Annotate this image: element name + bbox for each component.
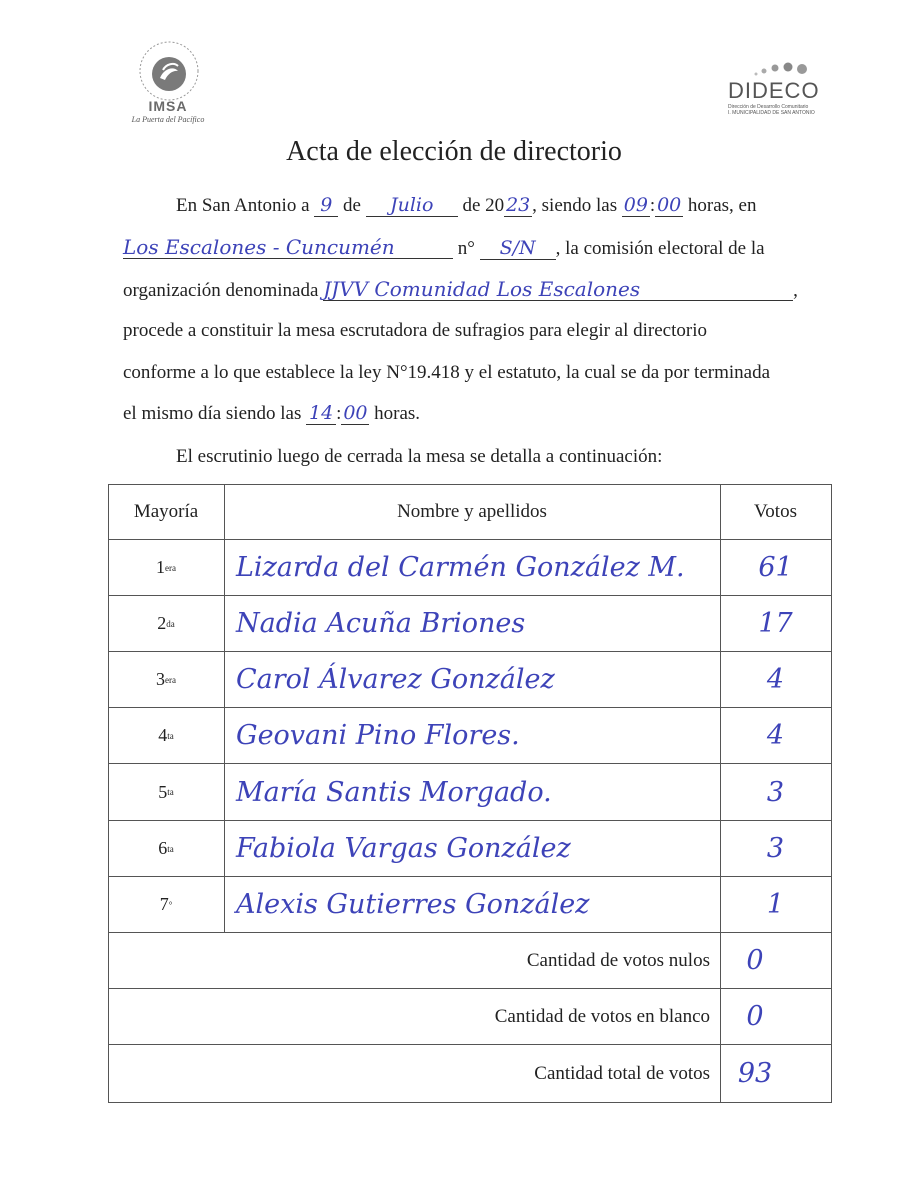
text-fragment: , la comisión electoral de la xyxy=(555,238,765,259)
month-field: Julio xyxy=(366,194,458,217)
rank-cell: 6 ta xyxy=(158,838,174,858)
text-fragment: horas, en xyxy=(687,195,757,216)
imsa-motto: La Puerta del Pacífico xyxy=(131,115,205,124)
paragraph-line-5: conforme a lo que establece la ley N°19.418 y el estatuto, la cual se da por terminada xyxy=(123,362,771,383)
end-minute-field: 00 xyxy=(343,402,368,424)
paragraph-line-4: procede a constituir la mesa escrutadora de sufragios para elegir al directorio xyxy=(123,320,707,341)
year-field: 23 xyxy=(506,194,531,216)
paragraph-line-6: el mismo día siendo las 14 : 00 horas. xyxy=(123,402,421,424)
candidate-name: María Santis Morgado. xyxy=(236,776,552,808)
candidate-votes: 4 xyxy=(766,664,785,695)
rank-cell: 1 era xyxy=(156,557,176,577)
dideco-brand: DIDECO xyxy=(728,78,820,103)
municipal-seal-icon xyxy=(138,40,200,102)
rank-cell: 4 ta xyxy=(158,725,174,745)
text-fragment: , siendo las xyxy=(532,195,618,216)
day-field: 9 xyxy=(314,194,338,217)
rank-cell: 3 era xyxy=(156,669,176,689)
dideco-sub-line1: Dirección de Desarrollo Comunitario xyxy=(728,104,809,110)
candidate-votes: 4 xyxy=(766,720,785,751)
header-votes: Votos xyxy=(754,500,797,522)
total-votes-value: 93 xyxy=(737,1058,773,1089)
candidate-name: Carol Álvarez González xyxy=(236,664,555,695)
text-fragment: de xyxy=(343,195,361,216)
null-votes-value: 0 xyxy=(746,945,764,976)
results-table xyxy=(108,484,832,1104)
candidate-name: Lizarda del Carmén González M. xyxy=(236,552,685,583)
dideco-sub-line2: I. MUNICIPALIDAD DE SAN ANTONIO xyxy=(728,110,815,116)
candidate-votes: 61 xyxy=(758,552,793,583)
blank-votes-value: 0 xyxy=(746,1001,764,1032)
rank-cell: 7 ° xyxy=(159,894,173,914)
text-fragment: de 20 xyxy=(462,195,505,216)
number-field: S/N xyxy=(480,237,556,260)
imsa-logo xyxy=(118,40,218,130)
candidate-votes: 3 xyxy=(766,776,785,808)
start-minute-field: 00 xyxy=(657,194,682,216)
candidate-name: Alexis Gutierres González xyxy=(236,889,590,920)
paragraph-line-1: En San Antonio a 9 de Julio de 20 23 , siendo las 09 : 00 horas, en xyxy=(176,194,757,216)
dideco-subtitle xyxy=(728,104,828,116)
candidate-votes: 3 xyxy=(766,833,785,864)
candidate-votes: 1 xyxy=(766,889,785,920)
imsa-brand: IMSA xyxy=(148,98,188,114)
text-fragment: n° xyxy=(457,238,475,259)
text-fragment: En San Antonio a xyxy=(176,195,310,216)
total-votes-label: Cantidad total de votos xyxy=(534,1062,710,1084)
end-hour-field: 14 xyxy=(306,402,336,425)
candidate-name: Fabiola Vargas González xyxy=(236,833,571,864)
rank-cell: 2 da xyxy=(157,613,175,633)
organization-field: JJVV Comunidad Los Escalones xyxy=(323,278,793,301)
paragraph-line-7: El escrutinio luego de cerrada la mesa se detalla a continuación: xyxy=(176,446,663,467)
start-hour-field: 09 xyxy=(623,194,648,216)
text-fragment: , xyxy=(793,280,798,301)
dideco-logo xyxy=(726,60,826,124)
place-field: Los Escalones - Cuncumén xyxy=(123,236,453,259)
text-fragment: horas. xyxy=(374,403,421,424)
text-fragment: organización denominada xyxy=(123,280,319,301)
candidate-name: Nadia Acuña Briones xyxy=(236,608,526,639)
candidate-votes: 17 xyxy=(758,608,793,639)
document-title: Acta de elección de directorio xyxy=(286,136,622,167)
header-rank: Mayoría xyxy=(133,500,199,522)
text-fragment: el mismo día siendo las xyxy=(123,403,302,424)
dots-icon xyxy=(748,60,818,80)
candidate-name: Geovani Pino Flores. xyxy=(236,720,520,751)
header-name: Nombre y apellidos xyxy=(397,500,547,522)
null-votes-label: Cantidad de votos nulos xyxy=(526,949,710,971)
blank-votes-label: Cantidad de votos en blanco xyxy=(494,1005,710,1027)
rank-cell: 5 ta xyxy=(158,781,174,802)
paragraph-line-2 xyxy=(123,236,825,260)
paragraph-line-3 xyxy=(123,278,825,302)
